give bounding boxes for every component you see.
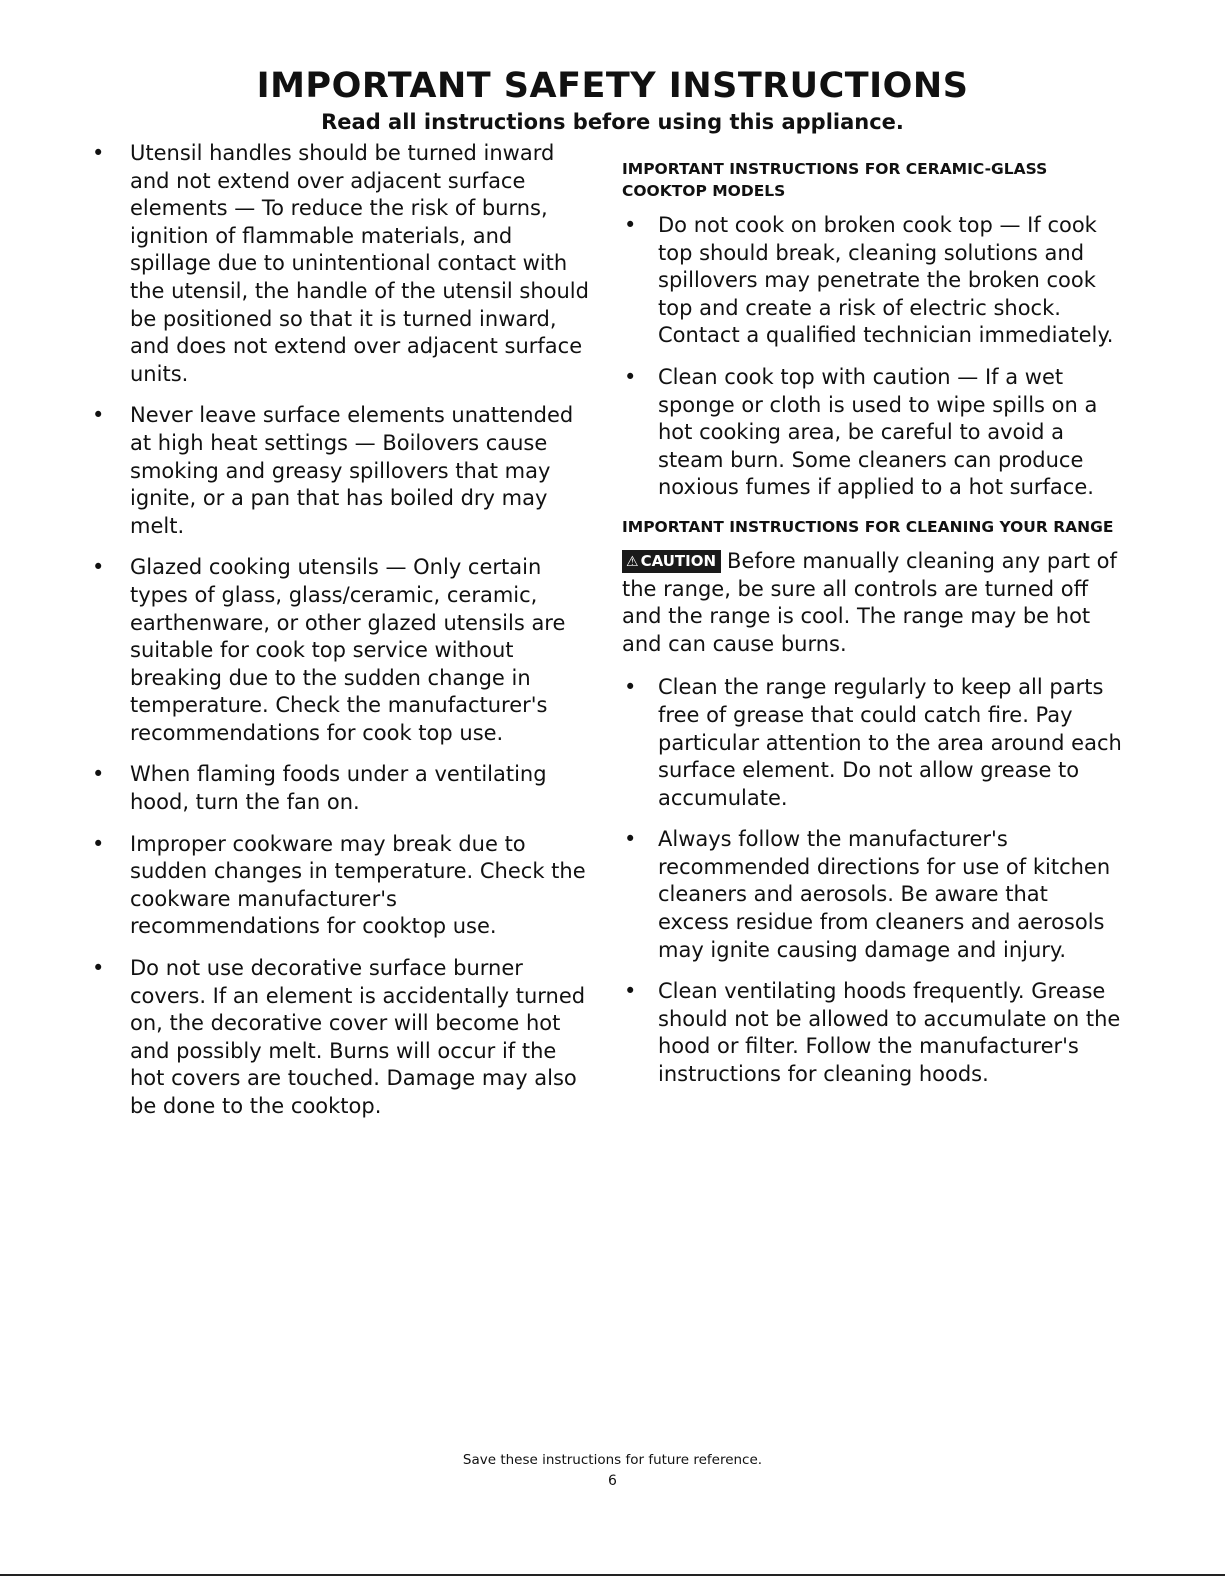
bullet-icon: • <box>624 364 637 389</box>
left-column <box>90 140 590 1135</box>
list-item: • Utensil handles should be turned inward and not extend over adjacent surface elements — To reduce the risk of burns, ignition of flammable materials, and spillage due to unintentional contact with the utensil, the handle of the utensil should be positioned so that it is turned inward, and does not extend over adjacent surface units. <box>92 141 589 386</box>
caution-text: Before manually cleaning any part of the range, be sure all controls are turned off and the range is cool. The range may be hot and can cause burns. <box>622 548 1117 656</box>
list-item: • When flaming foods under a ventilating hood, turn the fan on. <box>92 762 547 815</box>
bullet-icon: • <box>92 555 105 580</box>
page-title: IMPORTANT SAFETY INSTRUCTIONS <box>256 66 969 106</box>
list-item: • Do not use decorative surface burner covers. If an element is accidentally turned on, the decorative cover will become hot and possibly melt. Burns will occur if the hot covers are touched. Damage may also be done to the cooktop. <box>92 956 586 1118</box>
bullet-icon: • <box>92 762 105 787</box>
section-heading-ceramic-glass: IMPORTANT INSTRUCTIONS FOR CERAMIC-GLASS COOKTOP MODELS <box>622 160 1048 200</box>
warning-triangle-icon: ⚠ <box>626 553 639 570</box>
list-item: • Clean ventilating hoods frequently. Grease should not be allowed to accumulate on the hood or filter. Follow the manufacturer's instructions for cleaning hoods. <box>624 979 1121 1087</box>
bullet-icon: • <box>624 827 637 852</box>
list-item: • Always follow the manufacturer's recommended directions for use of kitchen cleaners and aerosols. Be aware that excess residue from cleaners and aerosols may ignite causing damage and injury. <box>624 827 1111 962</box>
page-subtitle: Read all instructions before using this appliance. <box>321 110 904 134</box>
list-item: • Clean cook top with caution — If a wet sponge or cloth is used to wipe spills on a hot cooking area, be careful to avoid a steam burn. Some cleaners can produce noxious fumes if applied to a hot surface. <box>624 364 1098 500</box>
right-column <box>622 158 1122 1103</box>
bullet-icon: • <box>624 675 637 700</box>
list-item: • Never leave surface elements unattended at high heat settings — Boilovers cause smoking and greasy spillovers that may ignite, or a pan that has boiled dry may melt. <box>92 403 574 538</box>
list-item: • Do not cook on broken cook top — If cook top should break, cleaning solutions and spillovers may penetrate the broken cook top and create a risk of electric shock. Contact a qualified technician immediately. <box>624 213 1114 348</box>
caution-paragraph <box>622 548 1122 658</box>
list-item: • Improper cookware may break due to sudden changes in temperature. Check the cookware manufacturer's recommendations for cooktop use. <box>92 831 586 939</box>
list-item: • Glazed cooking utensils — Only certain types of glass, glass/ceramic, ceramic, earthenware, or other glazed utensils are suitable for cook top service without breaking due to the sudden change in temperature. Check the manufacturer's recommendations for cook top use. <box>92 555 566 745</box>
bullet-icon: • <box>624 979 637 1004</box>
bullet-icon: • <box>92 403 105 428</box>
bullet-icon: • <box>92 831 105 856</box>
section-heading-cleaning: IMPORTANT INSTRUCTIONS FOR CLEANING YOUR RANGE <box>622 517 1114 536</box>
cleaning-bullet-list <box>622 674 1122 1088</box>
left-bullet-list <box>90 140 590 1121</box>
bottom-rule <box>0 1574 1225 1576</box>
bullet-icon: • <box>624 213 637 237</box>
list-item: • Clean the range regularly to keep all parts free of grease that could catch fire. Pay particular attention to the area around each surface element. Do not allow grease to accumulate. <box>624 675 1122 810</box>
page-number: 6 <box>608 1473 617 1489</box>
bullet-icon: • <box>92 956 105 981</box>
bullet-icon: • <box>92 141 105 165</box>
ceramic-glass-bullet-list <box>622 212 1122 502</box>
caution-badge: ⚠ CAUTION <box>622 550 721 573</box>
footer-note: Save these instructions for future reference. <box>462 1452 763 1468</box>
